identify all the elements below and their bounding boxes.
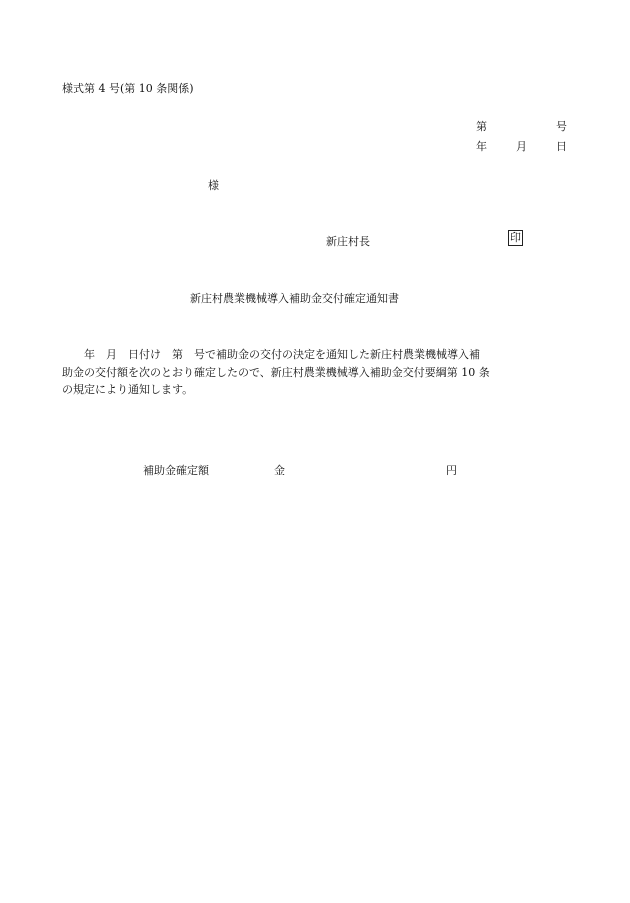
number-dai: 第 xyxy=(476,120,487,133)
amount-yen: 円 xyxy=(446,464,457,477)
date-month: 月 xyxy=(516,140,527,153)
body-line-1: 年 月 日付け 第 号で補助金の交付の決定を通知した新庄村農業機械導入補 xyxy=(62,348,480,361)
date-year: 年 xyxy=(476,140,487,153)
form-label: 様式第 4 号(第 10 条関係) xyxy=(62,82,194,95)
seal-box: 印 xyxy=(510,231,521,244)
addressee-honorific: 様 xyxy=(208,179,219,192)
number-go: 号 xyxy=(556,120,567,133)
body-line-2: 助金の交付額を次のとおり確定したので、新庄村農業機械導入補助金交付要綱第 10 条 xyxy=(62,365,490,379)
amount-kin: 金 xyxy=(274,464,285,477)
body-line-3: の規定により通知します。 xyxy=(62,383,194,396)
issuer-name: 新庄村長 xyxy=(326,235,370,248)
document-title: 新庄村農業機械導入補助金交付確定通知書 xyxy=(190,292,399,305)
amount-label: 補助金確定額 xyxy=(143,464,209,477)
body-paragraph xyxy=(62,346,570,399)
date-day: 日 xyxy=(556,140,567,153)
